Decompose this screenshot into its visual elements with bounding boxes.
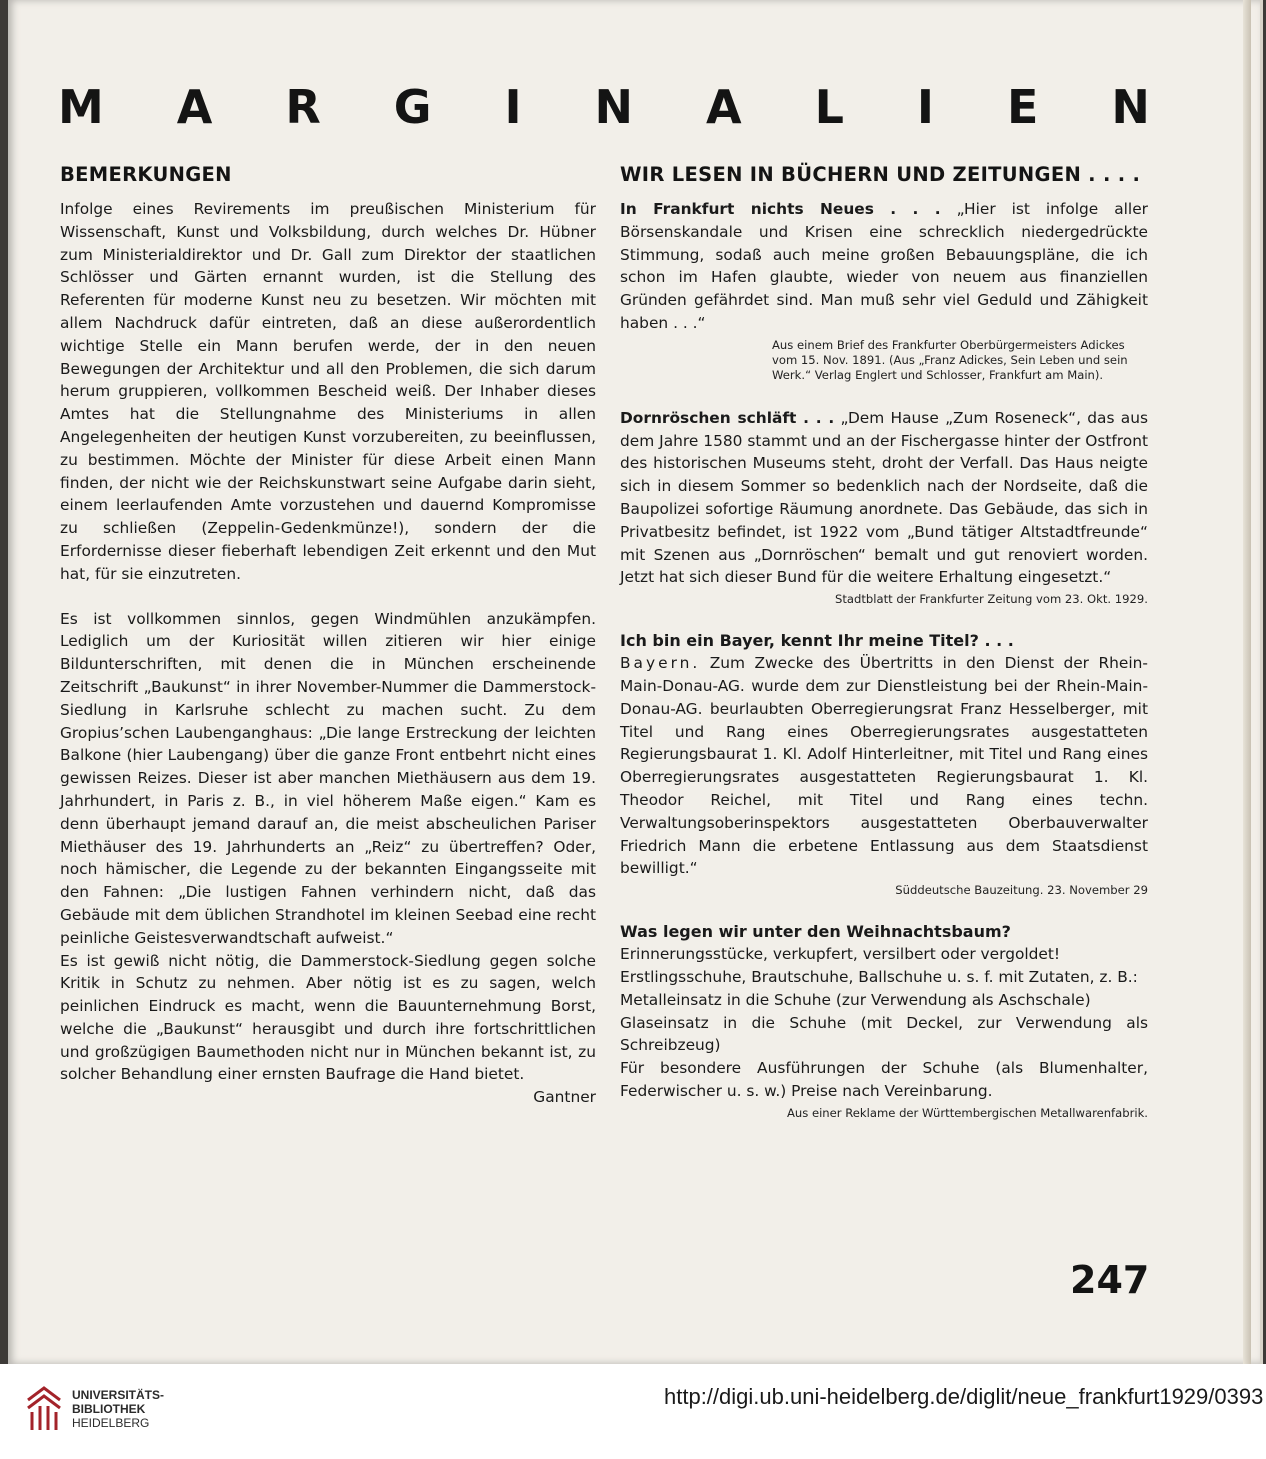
- title-letter: G: [393, 80, 432, 134]
- page-title: [58, 80, 1150, 134]
- right-column: [620, 163, 1148, 1121]
- item-source: Aus einem Brief des Frankfurter Oberbürgermeisters Adickes vom 15. Nov. 1891. (Aus „Franz Adickes, Sein Leben und sein Werk.“ Verlag Englert und Schlosser, Frankfurt am Main).: [772, 337, 1128, 382]
- title-letter: N: [594, 80, 634, 134]
- item-first-word: Bayern.: [620, 654, 701, 673]
- section-heading-bemerkungen: BEMERKUNGEN: [60, 163, 232, 186]
- item-heading-weihnachtsbaum: Was legen wir unter den Weihnachtsbaum?: [620, 922, 1011, 942]
- title-letter: I: [916, 80, 934, 134]
- title-letter: E: [1006, 80, 1039, 134]
- item-text: Zum Zwecke des Übertritts in den Dienst der Rhein-Main-Donau-AG. wurde dem zur Dienstleistung bei der Rhein-Main-Donau-AG. beurlaubten Oberregierungsrat Franz Hesselberger, mit Titel und Rang eines Oberregierungsrates ausgestatteten Regierungsbaurat 1. Kl. Adolf Hinterleitner, mit Titel und Rang eines Oberregierungsrates ausgestatteten Regierungsbaurat 1. Kl. Theodor Reichel, mit Titel und Rang eines techn. Verwaltungsoberinspektors ausgestatteten Oberbauverwalter Friedrich Mann die erbetene Entlassung aus dem Staatsdienst bewilligt.“: [620, 654, 1148, 878]
- library-footer: [0, 1364, 1266, 1459]
- title-letter: L: [814, 80, 844, 134]
- library-name: UNIVERSITÄTS- BIBLIOTHEK HEIDELBERG: [72, 1388, 165, 1430]
- left-column: [60, 163, 596, 1109]
- section-heading-zeitungen: WIR LESEN IN BÜCHERN UND ZEITUNGEN . . . .: [620, 163, 1141, 186]
- list-line: Erstlingsschuhe, Brautschuhe, Ballschuhe u. s. f. mit Zutaten, z. B.:: [620, 967, 1138, 986]
- item-source: Aus einer Reklame der Württembergischen Metallwarenfabrik.: [786, 1105, 1148, 1120]
- list-line: Metalleinsatz in die Schuhe (zur Verwendung als Aschschale): [620, 990, 1091, 1009]
- list-line: Glaseinsatz in die Schuhe (mit Deckel, zur Verwendung als Schreibzeug): [620, 1013, 1148, 1055]
- item-lead: Dornröschen schläft . . .: [620, 408, 835, 427]
- title-letter: R: [285, 80, 321, 134]
- title-letter: N: [1111, 80, 1150, 134]
- title-letter: I: [504, 80, 522, 134]
- paragraph-2: Es ist vollkommen sinnlos, gegen Windmühlen anzukämpfen. Lediglich um der Kuriosität willen zitieren wir hier einige Bildunterschriften, mit denen die in München erscheinende Zeitschrift „Baukunst“ in ihrer November-Nummer die Dammerstock-Siedlung in Karlsruhe schlecht zu machen sucht. Zu dem Gropius’schen Laubenganghaus: „Die lange Erstreckung der leichten Balkone (hier Laubengang) über die ganze Front entbehrt nicht eines gewissen Reizes. Dieser ist aber manchen Miethäusern aus dem 19. Jahrhundert, in Paris z. B., in viel höherem Maße eigen.“ Kam es denn überhaupt jemand darauf an, die meist abscheulichen Pariser Miethäuser des 19. Jahrhunderts an „Reiz“ zu übertreffen? Oder, noch hämischer, die Legende zu der bekannten Eingangsseite mit den Fahnen: „Die lustigen Fahnen verhindern nicht, daß das Gebäude mit dem üblichen Strandhotel im kleinen Seebad eine recht peinliche Geistesverwandtschaft aufweist.“: [60, 609, 596, 947]
- author-signature: Gantner: [533, 1088, 596, 1107]
- item-text: „Hier ist infolge aller Börsenskandale und Krisen eine schrecklich niedergedrückte Stimmung, sodaß auch meine großen Bebauungspläne, die ich schon im Hafen glaubte, wieder von neuem aus finanziellen Gründen gefährdet sind. Man muß sehr viel Geduld und Zähigkeit haben . . .“: [620, 200, 1148, 332]
- item-frankfurt: [620, 198, 1148, 335]
- item-source: Stadtblatt der Frankfurter Zeitung vom 23. Okt. 1929.: [835, 592, 1148, 607]
- title-letter: M: [58, 80, 104, 134]
- item-text: „Dem Hause „Zum Roseneck“, das aus dem Jahre 1580 stammt und an der Fischergasse hinter der Ostfront des historischen Museums steht, droht der Verfall. Das Haus neigte sich in diesem Sommer so bedenklich nach der Nordseite, daß die Baupolizei sofortige Räumung anordnete. Das Gebäude, das sich in Privatbesitz befindet, ist 1922 vom „Bund tätiger Altstadtfreunde“ mit Szenen aus „Dornröschen“ bemalt und gut renoviert worden. Jetzt hat sich dieser Bund für die weitere Erhaltung eingesetzt.“: [620, 408, 1148, 587]
- page-edge: [1243, 0, 1251, 1364]
- item-lead: In Frankfurt nichts Neues . . .: [620, 200, 941, 218]
- list-line: Erinnerungsstücke, verkupfert, versilbert oder vergoldet!: [620, 945, 1061, 964]
- library-logo-icon: [24, 1384, 64, 1434]
- page-number: 247: [1070, 1258, 1150, 1302]
- item-dornroeschen: [620, 407, 1148, 589]
- title-letter: A: [706, 80, 742, 134]
- title-letter: A: [176, 80, 213, 134]
- list-line: Für besondere Ausführungen der Schuhe (als Blumenhalter, Federwischer u. s. w.) Preise nach Vereinbarung.: [620, 1059, 1148, 1100]
- paragraph-3: Es ist gewiß nicht nötig, die Dammerstock-Siedlung gegen solche Kritik in Schutz zu nehmen. Aber nötig ist es zu sagen, welch peinlichen Eindruck es macht, wenn die Bauunternehmung Borst, welche die „Baukunst“ herausgibt und durch ihre fortschrittlichen und großzügigen Baumethoden nicht nur in München bekannt ist, zu solcher Behandlung einer ernsten Baufrage die Hand bietet.: [60, 951, 596, 1084]
- item-heading-bayer: Ich bin ein Bayer, kennt Ihr meine Titel? . . .: [620, 631, 1014, 651]
- source-url-link[interactable]: http://digi.ub.uni-heidelberg.de/diglit/neue_frankfurt1929/0393: [664, 1384, 1264, 1409]
- item-source: Süddeutsche Bauzeitung. 23. November 29: [895, 883, 1148, 898]
- item-bayer: [620, 652, 1148, 880]
- paragraph-1: Infolge eines Revirements im preußischen Ministerium für Wissenschaft, Kunst und Volksbildung, durch welches Dr. Hübner zum Ministerialdirektor und Dr. Gall zum Direktor der staatlichen Schlösser und Gärten ernannt wurden, ist die Stellung des Referenten für moderne Kunst neu zu besetzen. Wir möchten mit allem Nachdruck dafür eintreten, daß an diese außerordentlich wichtige Stelle ein Mann berufen werde, der in den neuen Bewegungen der Architektur und all den Problemen, die sich darum herum gruppieren, vollkommen Bescheid weiß. Der Inhaber dieses Amtes hat die Stellungnahme des Ministeriums in allen Angelegenheiten der heutigen Kunst vorzubereiten, zu beeinflussen, zu bestimmen. Möchte der Minister für diese Arbeit einen Mann finden, der nicht wie der Reichskunstwart seine Aufgabe darin sieht, einem leerlaufenden Amte vorzustehen und dauernd Kompromisse zu schließen (Zeppelin-Gedenkmünze!), sondern der die Erfordernisse dieser fieberhaft lebendigen Zeit erkennt und den Mut hat, für sie einzutreten.: [60, 200, 596, 583]
